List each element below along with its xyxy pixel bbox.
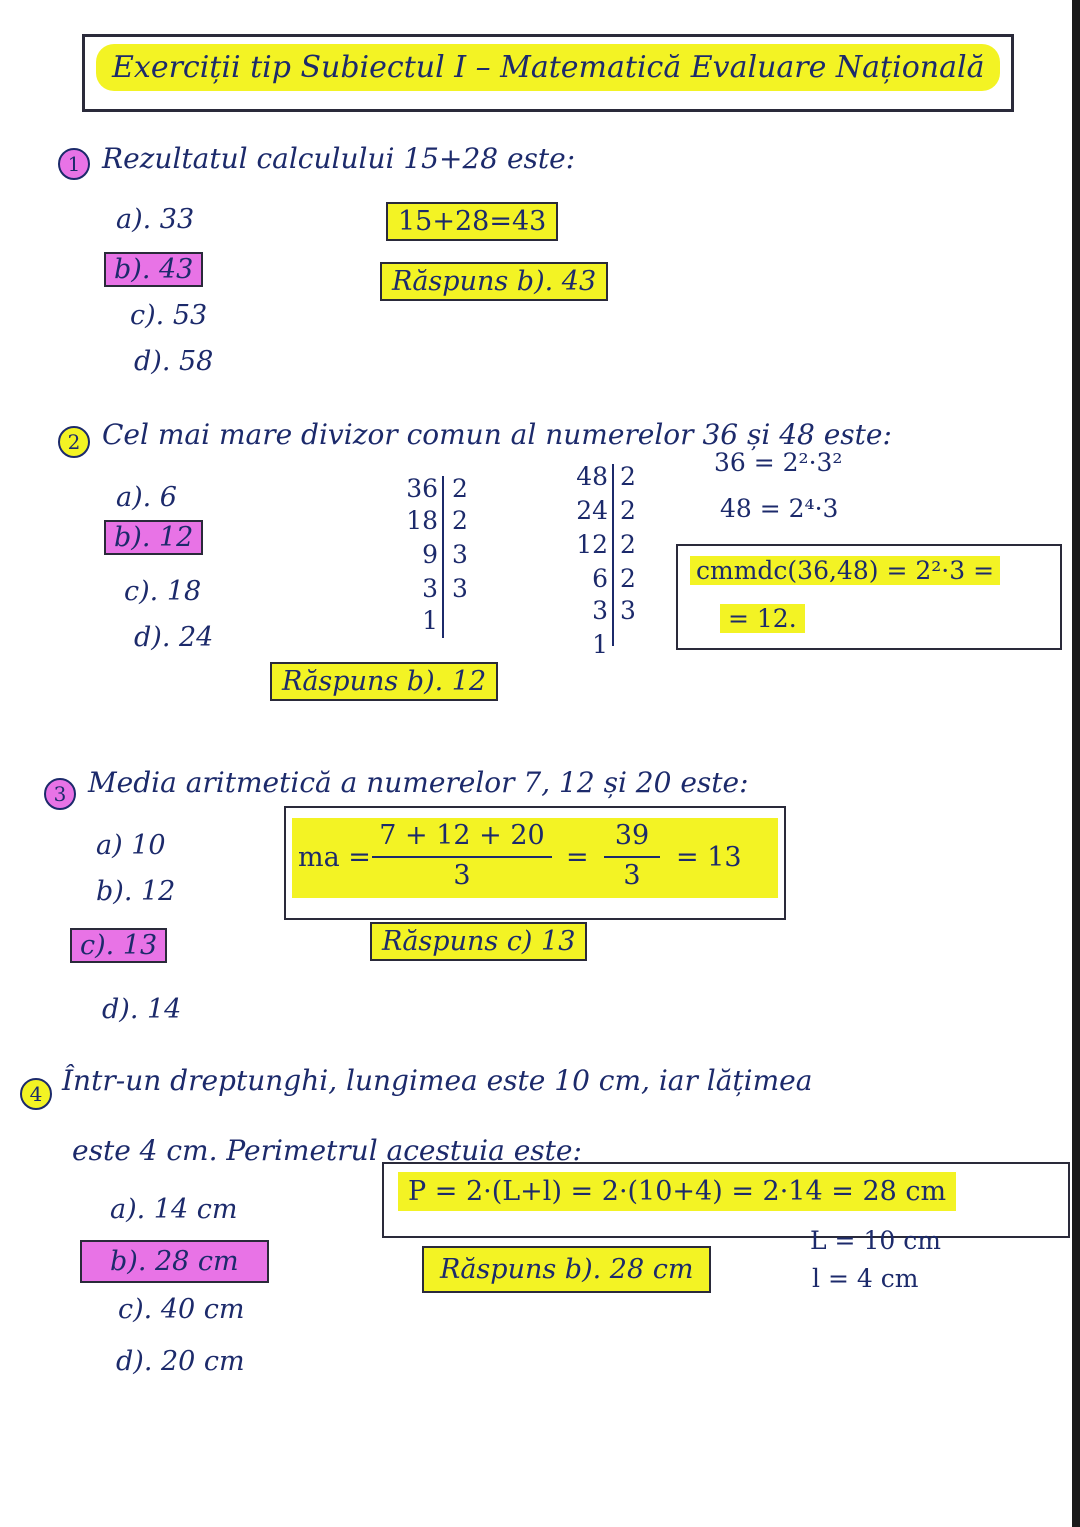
div36-row: 3 xyxy=(422,574,438,603)
q4-text-line-1: Într-un dreptunghi, lungimea este 10 cm, iar lățimea xyxy=(62,1064,813,1097)
q1-calculation: 15+28=43 xyxy=(386,202,558,241)
div48-row: 2 xyxy=(620,564,636,593)
q1-option-a: a). 33 xyxy=(116,204,195,235)
div36-row: 3 xyxy=(452,574,468,603)
q2-answer: Răspuns b). 12 xyxy=(270,662,498,701)
div36-bar xyxy=(442,476,444,638)
div48-row: 24 xyxy=(576,496,608,525)
q3-denominator-2: 3 xyxy=(623,860,641,891)
div36-row: 18 xyxy=(406,506,438,535)
q3-fraction-bar xyxy=(372,856,552,858)
div48-row: 48 xyxy=(576,462,608,491)
q3-result: = 13 xyxy=(676,842,742,873)
cmmdc-line-2: = 12. xyxy=(720,604,805,633)
q2-option-b-selected: b). 12 xyxy=(104,520,203,555)
div36-row: 2 xyxy=(452,506,468,535)
cmmdc-line-1: cmmdc(36,48) = 2²·3 = xyxy=(690,556,1000,585)
div36-row: 2 xyxy=(452,474,468,503)
div48-row: 6 xyxy=(592,564,608,593)
div36-row: 1 xyxy=(422,606,438,635)
div48-row: 3 xyxy=(592,596,608,625)
q3-denominator: 3 xyxy=(453,860,471,891)
q1-text: Rezultatul calculului 15+28 este: xyxy=(102,142,576,175)
q3-fraction-bar-2 xyxy=(604,856,660,858)
question-number-4: 4 xyxy=(20,1078,52,1110)
q4-text-line-2: este 4 cm. Perimetrul acestuia este: xyxy=(72,1134,582,1167)
div48-row: 2 xyxy=(620,496,636,525)
q4-option-b-selected: b). 28 cm xyxy=(80,1240,269,1283)
q1-option-b-selected: b). 43 xyxy=(104,252,203,287)
div36-row: 9 xyxy=(422,540,438,569)
q3-option-c-selected: c). 13 xyxy=(70,928,167,963)
q4-option-a: a). 14 cm xyxy=(110,1194,238,1225)
div48-row: 2 xyxy=(620,462,636,491)
q4-option-c: c). 40 cm xyxy=(118,1294,245,1325)
factorization-48: 48 = 2⁴·3 xyxy=(720,494,839,523)
div48-row: 2 xyxy=(620,530,636,559)
q2-option-a: a). 6 xyxy=(116,482,177,513)
question-number-1: 1 xyxy=(58,148,90,180)
div48-row: 3 xyxy=(620,596,636,625)
q3-equals: = xyxy=(566,842,589,873)
q1-option-d: d). 58 xyxy=(134,346,214,377)
factorization-36: 36 = 2²·3² xyxy=(714,448,843,477)
q4-answer: Răspuns b). 28 cm xyxy=(422,1246,711,1293)
div48-bar xyxy=(612,464,614,646)
div36-row: 36 xyxy=(406,474,438,503)
q2-option-c: c). 18 xyxy=(124,576,202,607)
q3-answer: Răspuns c) 13 xyxy=(370,922,587,961)
div48-row: 12 xyxy=(576,530,608,559)
question-number-3: 3 xyxy=(44,778,76,810)
q3-numerator: 7 + 12 + 20 xyxy=(379,820,545,851)
given-length: L = 10 cm xyxy=(810,1226,941,1255)
q1-answer: Răspuns b). 43 xyxy=(380,262,608,301)
q3-option-a: a) 10 xyxy=(96,830,166,861)
q2-text: Cel mai mare divizor comun al numerelor 36 și 48 este: xyxy=(102,418,892,451)
div48-row: 1 xyxy=(592,630,608,659)
given-width: l = 4 cm xyxy=(812,1264,919,1293)
question-number-2: 2 xyxy=(58,426,90,458)
q2-option-d: d). 24 xyxy=(134,622,214,653)
q4-option-d: d). 20 cm xyxy=(116,1346,245,1377)
q3-ma-label: ma = xyxy=(298,842,371,873)
q4-perimeter-formula: P = 2·(L+l) = 2·(10+4) = 2·14 = 28 cm xyxy=(398,1172,956,1211)
q3-text: Media aritmetică a numerelor 7, 12 și 20 este: xyxy=(88,766,749,799)
q1-option-c: c). 53 xyxy=(130,300,208,331)
page-edge xyxy=(1072,0,1080,1527)
page-title: Exerciții tip Subiectul I – Matematică Evaluare Națională xyxy=(96,44,1000,91)
div36-row: 3 xyxy=(452,540,468,569)
q3-option-d: d). 14 xyxy=(102,994,182,1025)
q3-numerator-2: 39 xyxy=(614,820,650,851)
q3-option-b: b). 12 xyxy=(96,876,176,907)
